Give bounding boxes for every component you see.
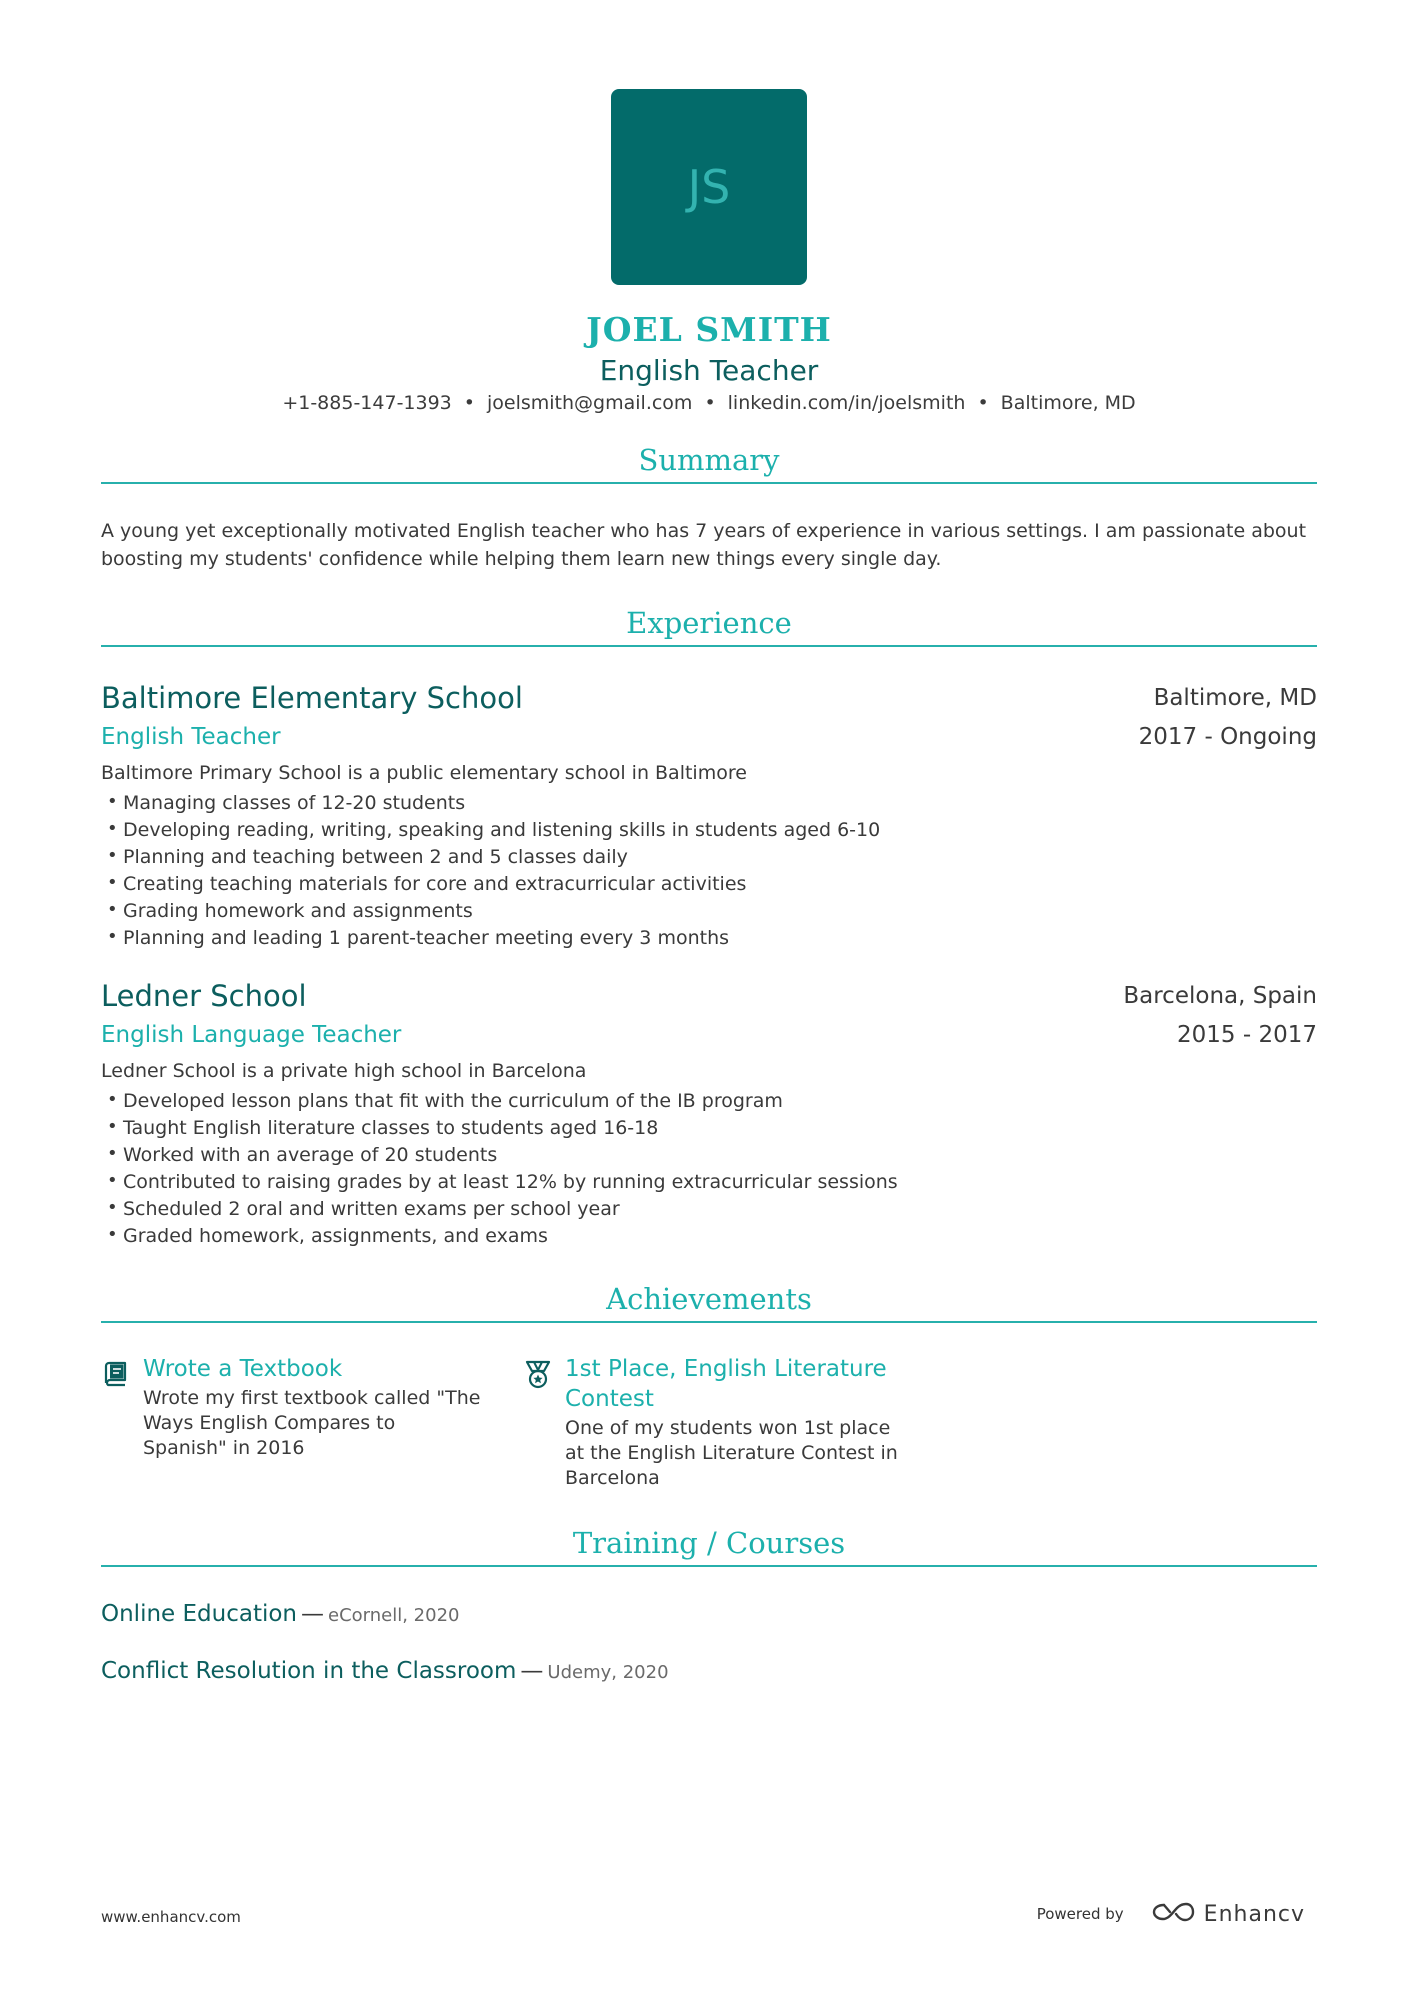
enhancv-logo-icon [1150,1900,1196,1928]
experience-item [101,976,1317,1250]
course-dash: — [520,1658,544,1684]
course-dash: — [301,1601,325,1627]
bullet-item: • Developing reading, writing, speaking and listening skills in students aged 6-10 [101,817,1317,844]
experience-bullets [101,1088,1317,1250]
experience-heading: Experience [101,601,1317,647]
contact-separator: • [704,392,716,414]
contact-separator: • [977,392,989,414]
enhancv-wordmark: Enhancv [1203,1901,1305,1927]
bullet-item: • Worked with an average of 20 students [101,1142,1317,1169]
experience-location: Barcelona, Spain [1123,983,1317,1009]
experience-item [101,678,1317,952]
bullet-item: • Graded homework, assignments, and exams [101,1223,1317,1250]
footer-branding [1037,1900,1305,1928]
achievement-description: One of my students won 1st place at the English Literature Contest in Barcelona [565,1417,898,1489]
summary-text: A young yet exceptionally motivated English teacher who has 7 years of experience in various settings. I am passionate about boosting my students' confidence while helping them learn new things every single day. [101,520,1307,570]
training-heading: Training / Courses [101,1521,1317,1567]
bullet-item: • Contributed to raising grades by at least 12% by running extracurricular sessions [101,1169,1317,1196]
bullet-item: • Taught English literature classes to students aged 16-18 [101,1115,1317,1142]
summary-heading: Summary [101,438,1317,484]
experience-org: Baltimore Elementary School [101,681,523,715]
experience-location: Baltimore, MD [1153,685,1317,711]
experience-role: English Language Teacher [101,1022,402,1048]
powered-by-label: Powered by [1036,1905,1124,1923]
bullet-item: • Grading homework and assignments [101,898,1317,925]
achievement-description: Wrote my first textbook called "The Ways English Compares to Spanish" in 2016 [143,1387,481,1459]
experience-description: Baltimore Primary School is a public elementary school in Baltimore [101,762,747,784]
achievement-title: 1st Place, English Literature Contest [565,1356,887,1412]
candidate-name: JOEL SMITH [586,310,832,349]
experience-description: Ledner School is a private high school in Barcelona [101,1060,587,1082]
avatar [611,89,807,285]
bullet-item: • Scheduled 2 oral and written exams per school year [101,1196,1317,1223]
contact-email[interactable]: joelsmith@gmail.com [487,392,693,414]
footer-website[interactable]: www.enhancv.com [101,1908,241,1926]
experience-org: Ledner School [101,979,307,1013]
experience-dates: 2017 - Ongoing [1138,724,1317,750]
contact-separator: • [463,392,475,414]
avatar-initials: JS [687,160,731,214]
resume-page [101,0,1317,1995]
achievement-item [101,1354,481,1461]
achievement-item [523,1354,903,1491]
course-name: Online Education [101,1601,298,1627]
contact-location: Baltimore, MD [1000,392,1136,414]
course-item [101,1598,460,1632]
candidate-title: English Teacher [599,354,819,387]
contact-line [101,389,1317,417]
achievement-title: Wrote a Textbook [143,1356,343,1382]
experience-dates: 2015 - 2017 [1177,1022,1317,1048]
experience-role: English Teacher [101,724,281,750]
course-provider: Udemy, 2020 [547,1662,669,1683]
achievements-heading: Achievements [101,1277,1317,1323]
bullet-item: • Planning and teaching between 2 and 5 classes daily [101,844,1317,871]
experience-bullets [101,790,1317,952]
course-name: Conflict Resolution in the Classroom [101,1658,517,1684]
bullet-item: • Managing classes of 12-20 students [101,790,1317,817]
medal-icon [523,1359,553,1389]
course-provider: eCornell, 2020 [328,1605,460,1626]
bullet-item: • Planning and leading 1 parent-teacher meeting every 3 months [101,925,1317,952]
bullet-item: • Creating teaching materials for core and extracurricular activities [101,871,1317,898]
course-item [101,1655,669,1689]
contact-phone[interactable]: +1-885-147-1393 [282,392,452,414]
bullet-item: • Developed lesson plans that fit with the curriculum of the IB program [101,1088,1317,1115]
contact-linkedin[interactable]: linkedin.com/in/joelsmith [727,392,966,414]
book-icon [101,1359,131,1389]
